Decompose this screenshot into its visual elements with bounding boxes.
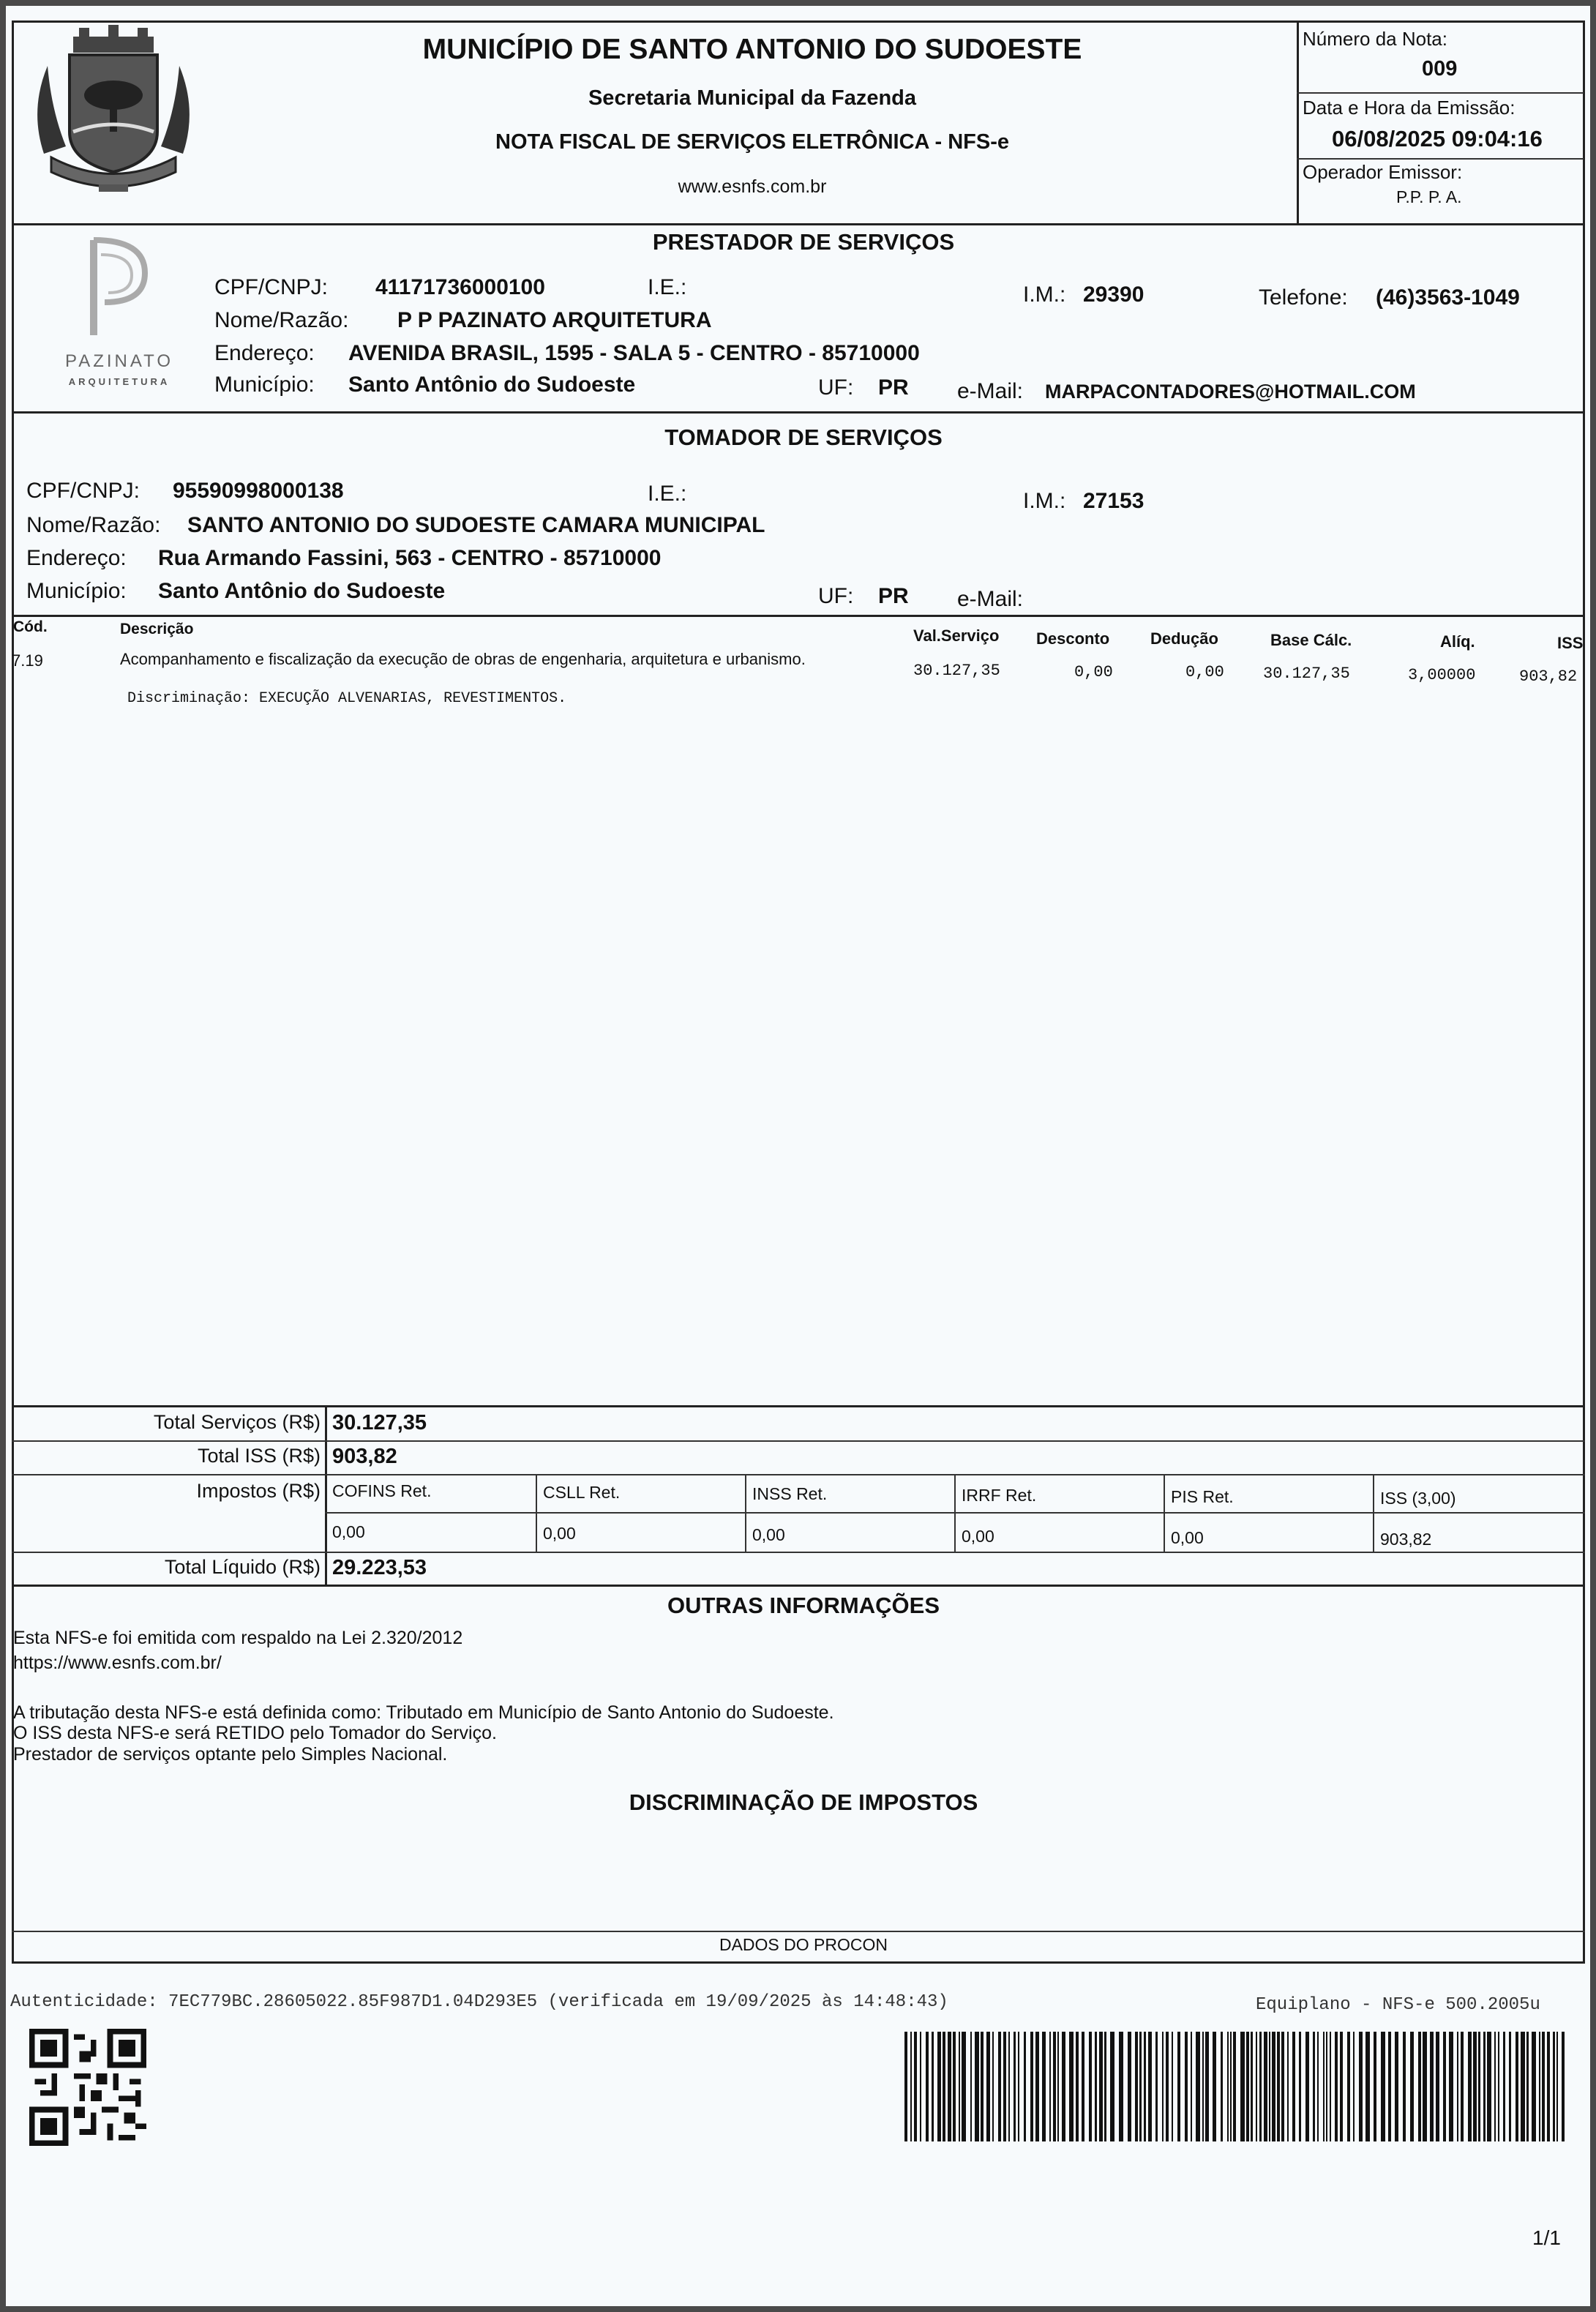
col-descricao-header: Descrição [120,621,194,637]
tomador-municipio-label: Município: [26,579,127,603]
prestador-tel: (46)3563-1049 [1376,285,1520,310]
outras-line-1: Esta NFS-e foi emitida com respaldo na Lei 2.320/2012 [13,1628,463,1648]
prestador-im: 29390 [1083,283,1144,307]
prestador-section-title: PRESTADOR DE SERVIÇOS [652,229,955,255]
imposto-cofins-label: COFINS Ret. [332,1481,432,1500]
col-iss-header: ISS [1557,634,1584,652]
prestador-email-label: e-Mail: [957,379,1024,403]
col-deducao-header: Dedução [1150,629,1218,648]
tomador-municipio: Santo Antônio do Sudoeste [158,579,446,603]
outras-line-3: A tributação desta NFS-e está definida como: Tributado em Município de Santo Antonio do Sudoeste. [13,1702,834,1723]
tomador-cpf-label: CPF/CNPJ: [26,479,141,503]
autenticidade: Autenticidade: 7EC779BC.28605022.85F987D1.04D293E5 (verificada em 19/09/2025 às 14:48:43) [10,1992,948,2012]
prestador-municipio: Santo Antônio do Sudoeste [348,373,636,397]
imposto-pis-value: 0,00 [1171,1528,1204,1547]
imposto-csll-value: 0,00 [543,1524,576,1543]
tomador-nome: SANTO ANTONIO DO SUDOESTE CAMARA MUNICIPAL [187,513,765,537]
prestador-nome-label: Nome/Razão: [214,308,349,332]
item-desconto: 0,00 [1074,663,1113,681]
imposto-iss-label: ISS (3,00) [1380,1489,1456,1508]
item-aliq: 3,00000 [1408,666,1476,684]
prestador-endereco-label: Endereço: [214,341,315,365]
prestador-uf: PR [878,375,909,400]
barcode-icon [904,2032,1572,2141]
municipal-seal-icon [22,22,205,201]
tomador-uf-label: UF: [818,584,854,608]
municipio-title: MUNICÍPIO DE SANTO ANTONIO DO SUDOESTE [422,34,1082,65]
total-liquido: 29.223,53 [332,1556,427,1579]
item-deducao: 0,00 [1185,663,1224,681]
tomador-im: 27153 [1083,489,1144,513]
col-valservico-header: Val.Serviço [913,626,1000,645]
document-title: NOTA FISCAL DE SERVIÇOS ELETRÔNICA - NFS-e [495,130,1009,154]
total-iss-label: Total ISS (R$) [197,1445,321,1467]
prestador-im-label: I.M.: [1023,283,1066,307]
item-cod: 7.19 [12,651,43,670]
procon-title: DADOS DO PROCON [719,1935,888,1954]
nfse-document [6,6,1590,2306]
tomador-uf: PR [878,584,909,608]
tomador-ie-label: I.E.: [648,482,687,506]
item-iss: 903,82 [1519,667,1578,686]
numero-nota: 009 [1422,57,1458,81]
tomador-email-label: e-Mail: [957,587,1024,611]
item-descricao: Acompanhamento e fiscalização da execução de obras de engenharia, arquitetura e urbanismo. [120,650,806,668]
page-number: 1/1 [1532,2226,1561,2249]
numero-label: Número da Nota: [1303,28,1447,50]
outras-line-2: https://www.esnfs.com.br/ [13,1653,222,1673]
imposto-csll-label: CSLL Ret. [543,1483,621,1502]
col-cod-header: Cód. [13,618,48,635]
col-desconto-header: Desconto [1036,629,1110,648]
total-servicos-label: Total Serviços (R$) [153,1411,321,1433]
prestador-nome: P P PAZINATO ARQUITETURA [397,308,712,332]
outras-informacoes-title: OUTRAS INFORMAÇÕES [667,1593,940,1618]
imposto-irrf-label: IRRF Ret. [962,1486,1037,1505]
tomador-nome-label: Nome/Razão: [26,513,161,537]
impostos-label: Impostos (R$) [196,1480,321,1502]
tomador-cpf: 95590998000138 [173,479,344,503]
prestador-tel-label: Telefone: [1259,285,1348,310]
tomador-endereco: Rua Armando Fassini, 563 - CENTRO - 85710000 [158,546,662,570]
qr-code-icon [29,2029,146,2146]
prestador-uf-label: UF: [818,375,854,400]
discriminacao-impostos-title: DISCRIMINAÇÃO DE IMPOSTOS [629,1789,978,1815]
imposto-iss-value: 903,82 [1380,1530,1432,1549]
prestador-email: MARPACONTADORES@HOTMAIL.COM [1045,381,1416,403]
prestador-municipio-label: Município: [214,373,315,397]
prestador-logo-text: PAZINATO [64,351,173,371]
item-discriminacao: Discriminação: EXECUÇÃO ALVENARIAS, REVESTIMENTOS. [127,690,567,707]
prestador-ie-label: I.E.: [648,275,687,299]
imposto-inss-label: INSS Ret. [752,1484,828,1503]
secretaria: Secretaria Municipal da Fazenda [588,86,917,110]
prestador-logo-subtext: ARQUITETURA [68,376,171,387]
imposto-pis-label: PIS Ret. [1171,1487,1234,1506]
website: www.esnfs.com.br [678,176,827,197]
tomador-endereco-label: Endereço: [26,546,127,570]
prestador-endereco: AVENIDA BRASIL, 1595 - SALA 5 - CENTRO - 85710000 [348,341,920,365]
prestador-logo [50,233,189,394]
total-servicos: 30.127,35 [332,1411,427,1434]
prestador-cpf: 41171736000100 [375,275,545,299]
total-liquido-label: Total Líquido (R$) [164,1556,321,1578]
col-aliq-header: Alíq. [1440,632,1475,651]
emissao-label: Data e Hora da Emissão: [1303,97,1516,119]
item-base-calc: 30.127,35 [1263,665,1350,683]
operador-label: Operador Emissor: [1303,161,1463,183]
total-iss: 903,82 [332,1445,397,1468]
item-val-servico: 30.127,35 [913,662,1000,680]
data-emissao: 06/08/2025 09:04:16 [1332,126,1543,151]
tomador-section-title: TOMADOR DE SERVIÇOS [664,424,943,450]
imposto-irrf-value: 0,00 [962,1527,994,1546]
col-basecalc-header: Base Cálc. [1270,631,1352,649]
outras-line-4: O ISS desta NFS-e será RETIDO pelo Tomador do Serviço. [13,1723,497,1743]
imposto-cofins-value: 0,00 [332,1522,365,1541]
tomador-im-label: I.M.: [1023,489,1066,513]
software-version: Equiplano - NFS-e 500.2005u [1256,1995,1540,2015]
imposto-inss-value: 0,00 [752,1525,785,1544]
prestador-cpf-label: CPF/CNPJ: [214,275,329,299]
operador: P.P. P. A. [1396,187,1462,206]
outras-line-5: Prestador de serviços optante pelo Simples Nacional. [13,1744,448,1765]
